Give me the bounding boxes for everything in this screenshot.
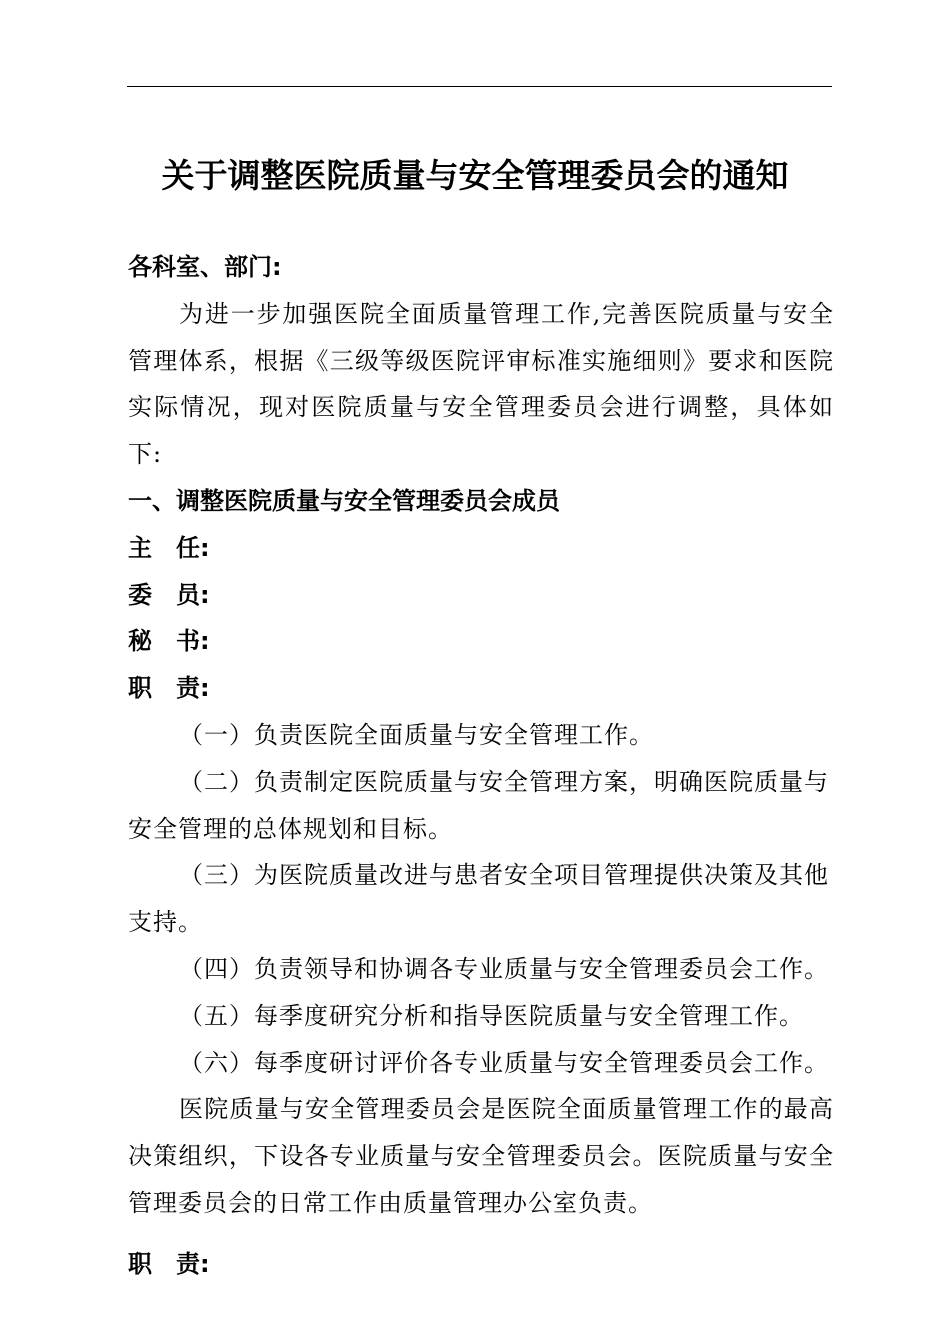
duty-item-5: （五）每季度研究分析和指导医院质量与安全管理工作。 — [179, 1001, 804, 1030]
role-director: 主 任: — [128, 533, 210, 562]
spacer — [128, 1227, 834, 1241]
role-secretary: 秘 书: — [128, 627, 210, 656]
role-duties: 职 责: — [128, 674, 210, 703]
duties-label-2: 职 责: — [128, 1249, 210, 1278]
duty-item-2: （二）负责制定医院质量与安全管理方案，明确医院质量与安全管理的总体规划和目标。 — [128, 767, 829, 843]
salutation: 各科室、部门: — [128, 253, 282, 281]
intro-paragraph: 为进一步加强医院全面质量管理工作,完善医院质量与安全管理体系，根据《三级等级医院评审标准实施细则》要求和医院实际情况，现对医院质量与安全管理委员会进行调整，具体如下: — [128, 299, 834, 469]
header-rule — [127, 86, 832, 87]
section-heading: 一、调整医院质量与安全管理委员会成员 — [128, 486, 560, 515]
role-member: 委 员: — [128, 580, 210, 609]
document-body — [128, 244, 834, 1288]
duty-item-4: （四）负责领导和协调各专业质量与安全管理委员会工作。 — [179, 954, 829, 983]
closing-paragraph: 医院质量与安全管理委员会是医院全面质量管理工作的最高决策组织，下设各专业质量与安全管理委员会。医院质量与安全管理委员会的日常工作由质量管理办公室负责。 — [128, 1095, 834, 1217]
duty-item-1: （一）负责医院全面质量与安全管理工作。 — [179, 720, 654, 749]
document-title: 关于调整医院质量与安全管理委员会的通知 — [161, 156, 789, 195]
duty-item-3: （三）为医院质量改进与患者安全项目管理提供决策及其他支持。 — [128, 861, 829, 937]
duty-item-6: （六）每季度研讨评价各专业质量与安全管理委员会工作。 — [179, 1048, 829, 1077]
